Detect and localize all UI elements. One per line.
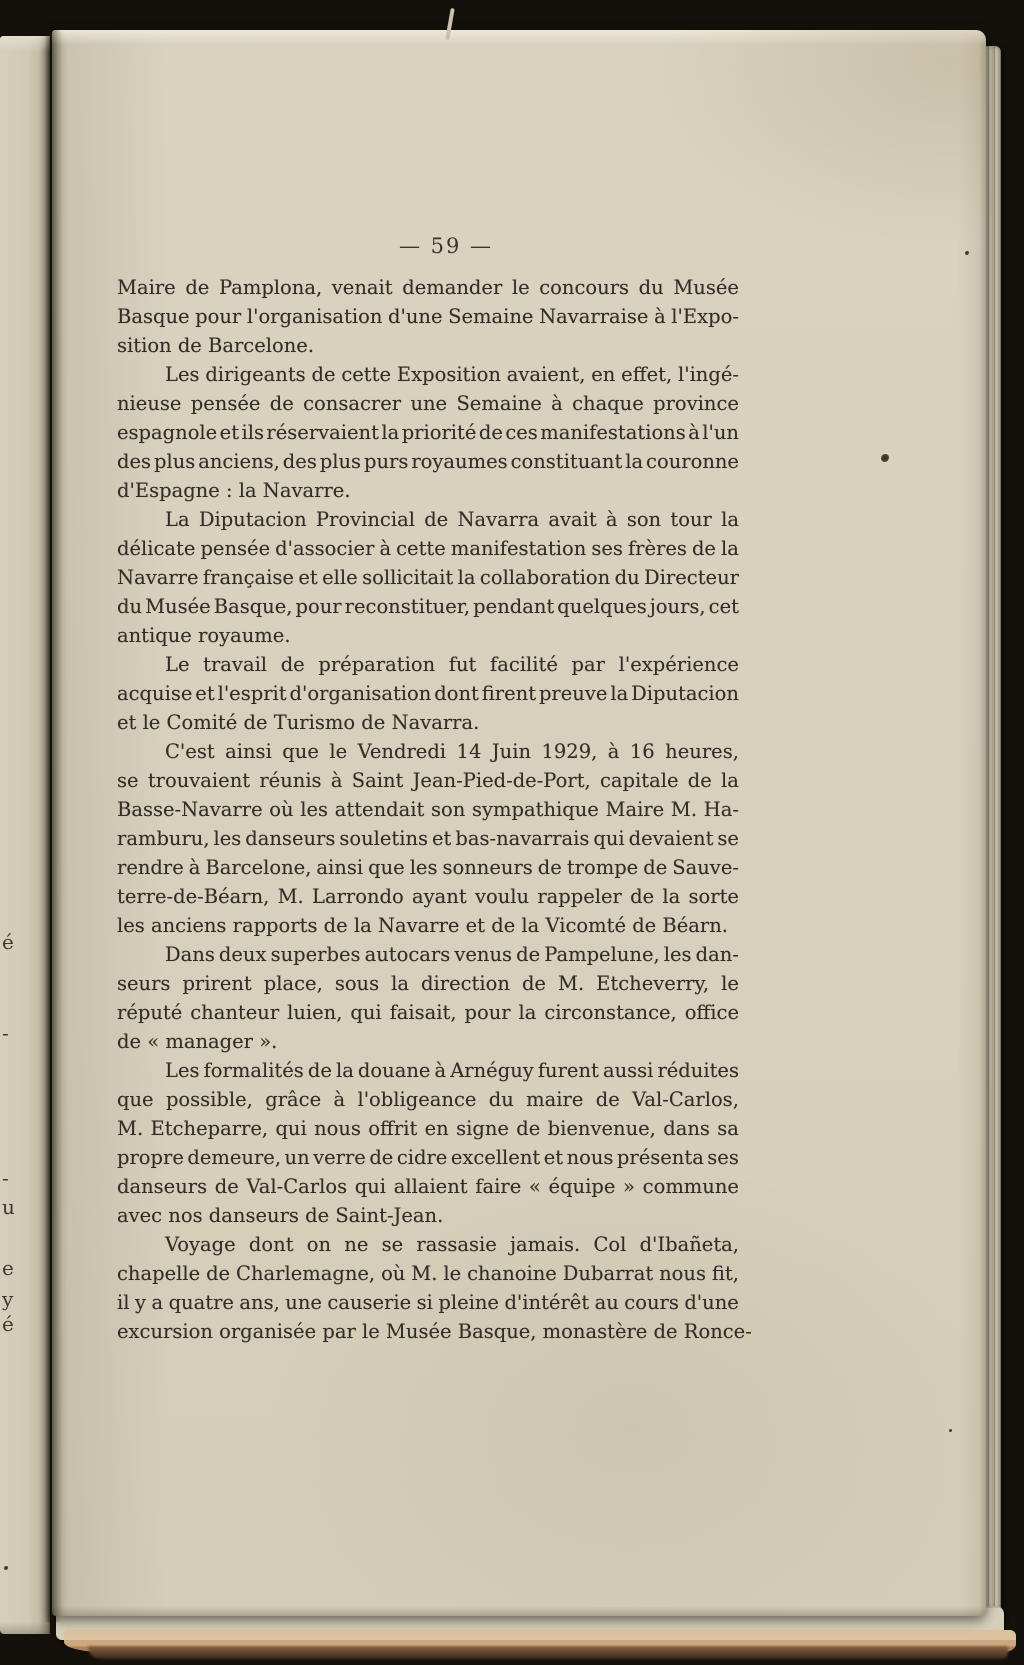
text-line: des plus anciens, des plus purs royaumes constituant la couronne <box>117 450 739 473</box>
text-line: les anciens rapports de la Navarre et de la Vicomté de Béarn. <box>117 914 728 937</box>
text-line: Le travail de préparation fut facilité par l'expérience <box>165 653 739 676</box>
text-line: Les dirigeants de cette Exposition avaient, en effet, l'ingé- <box>165 363 739 386</box>
text-line: Basque pour l'organisation d'une Semaine Navarraise à l'Expo- <box>117 305 739 328</box>
facing-page-text-fragment: é <box>2 1312 14 1336</box>
text-line: Les formalités de la douane à Arnéguy furent aussi réduites <box>165 1059 739 1082</box>
facing-page-text-fragment: - <box>2 1166 9 1190</box>
text-line: que possible, grâce à l'obligeance du maire de Val-Carlos, <box>117 1088 739 1111</box>
text-line: propre demeure, un verre de cidre excellent et nous présenta ses <box>117 1146 739 1169</box>
text-line: Basse-Navarre où les attendait son sympathique Maire M. Ha- <box>117 798 739 821</box>
facing-page-text-fragment: é <box>2 930 14 954</box>
paragraph <box>117 273 739 360</box>
text-line: acquise et l'esprit d'organisation dont firent preuve la Diputacion <box>117 682 739 705</box>
text-line: espagnole et ils réservaient la priorité de ces manifestations à l'un <box>117 421 739 444</box>
book-page <box>52 30 986 1616</box>
facing-page-text-fragment: y <box>2 1287 14 1311</box>
page-text <box>117 273 752 1346</box>
ink-speck <box>881 454 889 462</box>
text-line: réputé chanteur luien, qui faisait, pour la circonstance, office <box>117 1001 739 1024</box>
paragraph <box>117 1056 739 1230</box>
text-line: rendre à Barcelone, ainsi que les sonneurs de trompe de Sauve- <box>117 856 739 879</box>
text-line: chapelle de Charlemagne, où M. le chanoine Dubarrat nous fit, <box>117 1262 739 1285</box>
text-line: danseurs de Val-Carlos qui allaient faire « équipe » commune <box>117 1175 739 1198</box>
text-line: nieuse pensée de consacrer une Semaine à chaque province <box>117 392 739 415</box>
text-line: excursion organisée par le Musée Basque, monastère de Ronce- <box>117 1320 752 1343</box>
text-line: antique royaume. <box>117 624 291 647</box>
paragraph <box>117 737 739 940</box>
paragraph <box>117 505 739 650</box>
facing-page-text-fragment: u <box>2 1195 15 1219</box>
page-number: — 59 — <box>398 234 494 258</box>
paragraph <box>117 650 739 737</box>
text-line: terre-de-Béarn, M. Larrondo ayant voulu rappeler de la sorte <box>117 885 739 908</box>
facing-page-text-fragment: - <box>2 1021 9 1045</box>
text-line: avec nos danseurs de Saint-Jean. <box>117 1204 444 1227</box>
text-line: d'Espagne : la Navarre. <box>117 479 351 502</box>
text-line: se trouvaient réunis à Saint Jean-Pied-de-Port, capitale de la <box>117 769 739 792</box>
paragraph <box>117 360 739 505</box>
text-line: Navarre française et elle sollicitait la collaboration du Directeur <box>117 566 739 589</box>
paragraph <box>117 940 739 1056</box>
facing-page-text-fragment: e <box>2 1256 14 1280</box>
text-line: délicate pensée d'associer à cette manifestation ses frères de la <box>117 537 739 560</box>
text-line: et le Comité de Turismo de Navarra. <box>117 711 480 734</box>
text-line: seurs prirent place, sous la direction de M. Etcheverry, le <box>117 972 739 995</box>
text-line: ramburu, les danseurs souletins et bas-navarrais qui devaient se <box>117 827 739 850</box>
text-line: du Musée Basque, pour reconstituer, pendant quelques jours, cet <box>117 595 739 618</box>
text-line: C'est ainsi que le Vendredi 14 Juin 1929, à 16 heures, <box>165 740 739 763</box>
text-line: Dans deux superbes autocars venus de Pampelune, les dan- <box>165 943 739 966</box>
text-line: M. Etcheparre, qui nous offrit en signe de bienvenue, dans sa <box>117 1117 739 1140</box>
paragraph <box>117 1230 752 1346</box>
facing-page-strip <box>0 36 50 1634</box>
ink-speck <box>949 1429 952 1432</box>
text-line: Voyage dont on ne se rassasie jamais. Col d'Ibañeta, <box>165 1233 739 1256</box>
text-line: sition de Barcelone. <box>117 334 315 357</box>
text-line: La Diputacion Provincial de Navarra avait à son tour la <box>165 508 739 531</box>
bottom-page-edges-dark <box>88 1646 1008 1660</box>
ink-speck <box>965 251 969 255</box>
text-line: il y a quatre ans, une causerie si pleine d'intérêt au cours d'une <box>117 1291 739 1314</box>
ink-speck <box>4 1566 8 1570</box>
text-line: Maire de Pamplona, venait demander le concours du Musée <box>117 276 739 299</box>
text-line: de « manager ». <box>117 1030 278 1053</box>
